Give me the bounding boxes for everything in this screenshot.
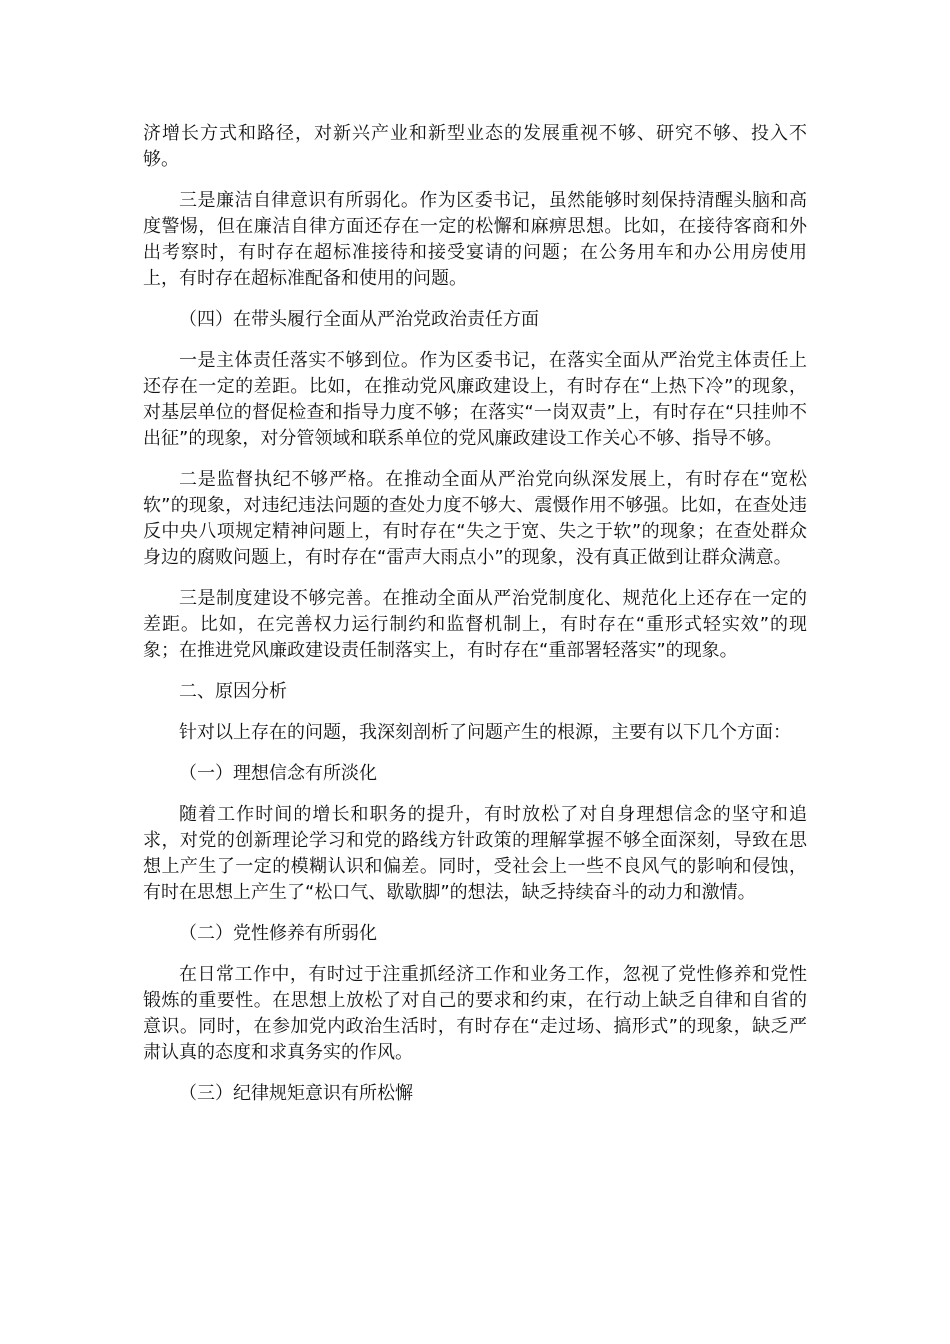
paragraph-party-spirit: 在日常工作中，有时过于注重抓经济工作和业务工作，忽视了党性修养和党性锻炼的重要性。在思想上放松了对自己的要求和约束，在行动上缺乏自律和自省的意识。同时，在参加党内政治生活时，有时存在“走过场、搞形式”的现象，缺乏严肃认真的态度和求真务实的作风。 [143, 964, 807, 1063]
paragraph-continued: 济增长方式和路径，对新兴产业和新型业态的发展重视不够、研究不够、投入不够。 [143, 123, 807, 170]
section-heading-3: （三）纪律规矩意识有所松懈 [179, 1083, 413, 1104]
section-heading-1: （一）理想信念有所淡化 [179, 763, 377, 784]
paragraph-ideals: 随着工作时间的增长和职务的提升，有时放松了对自身理想信念的坚守和追求，对党的创新理论学习和党的路线方针政策的理解掌握不够全面深刻，导致在思想上产生了一定的模糊认识和偏差。同时，受社会上一些不良风气的影响和侵蚀，有时在思想上产生了“松口气、歇歇脚”的想法，缺乏持续奋斗的动力和激情。 [143, 804, 807, 903]
paragraph-supervision: 二是监督执纪不够严格。在推动全面从严治党向纵深发展上，有时存在“宽松软”的现象，对违纪违法问题的查处力度不够大、震慑作用不够强。比如，在查处违反中央八项规定精神问题上，有时存在“失之于宽、失之于软”的现象；在查处群众身边的腐败问题上，有时存在“雷声大雨点小”的现象，没有真正做到让群众满意。 [143, 469, 807, 568]
paragraph-system-building: 三是制度建设不够完善。在推动全面从严治党制度化、规范化上还存在一定的差距。比如，在完善权力运行制约和监督机制上，有时存在“重形式轻实效”的现象；在推进党风廉政建设责任制落实上，有时存在“重部署轻落实”的现象。 [143, 588, 807, 661]
paragraph-analysis-intro: 针对以上存在的问题，我深刻剖析了问题产生的根源，主要有以下几个方面： [179, 722, 791, 743]
paragraph-integrity: 三是廉洁自律意识有所弱化。作为区委书记，虽然能够时刻保持清醒头脑和高度警惕，但在廉洁自律方面还存在一定的松懈和麻痹思想。比如，在接待客商和外出考察时，有时存在超标准接待和接受宴请的问题；在公务用车和办公用房使用上，有时存在超标准配备和使用的问题。 [143, 190, 807, 289]
section-heading-2: （二）党性修养有所弱化 [179, 923, 377, 944]
document-page [143, 121, 807, 1122]
chapter-heading-cause-analysis: 二、原因分析 [179, 681, 287, 702]
paragraph-main-responsibility: 一是主体责任落实不够到位。作为区委书记，在落实全面从严治党主体责任上还存在一定的差距。比如，在推动党风廉政建设上，有时存在“上热下冷”的现象，对基层单位的督促检查和指导力度不够；在落实“一岗双责”上，有时存在“只挂帅不出征”的现象，对分管领域和联系单位的党风廉政建设工作关心不够、指导不够。 [143, 350, 807, 449]
section-heading-4: （四）在带头履行全面从严治党政治责任方面 [179, 309, 539, 330]
